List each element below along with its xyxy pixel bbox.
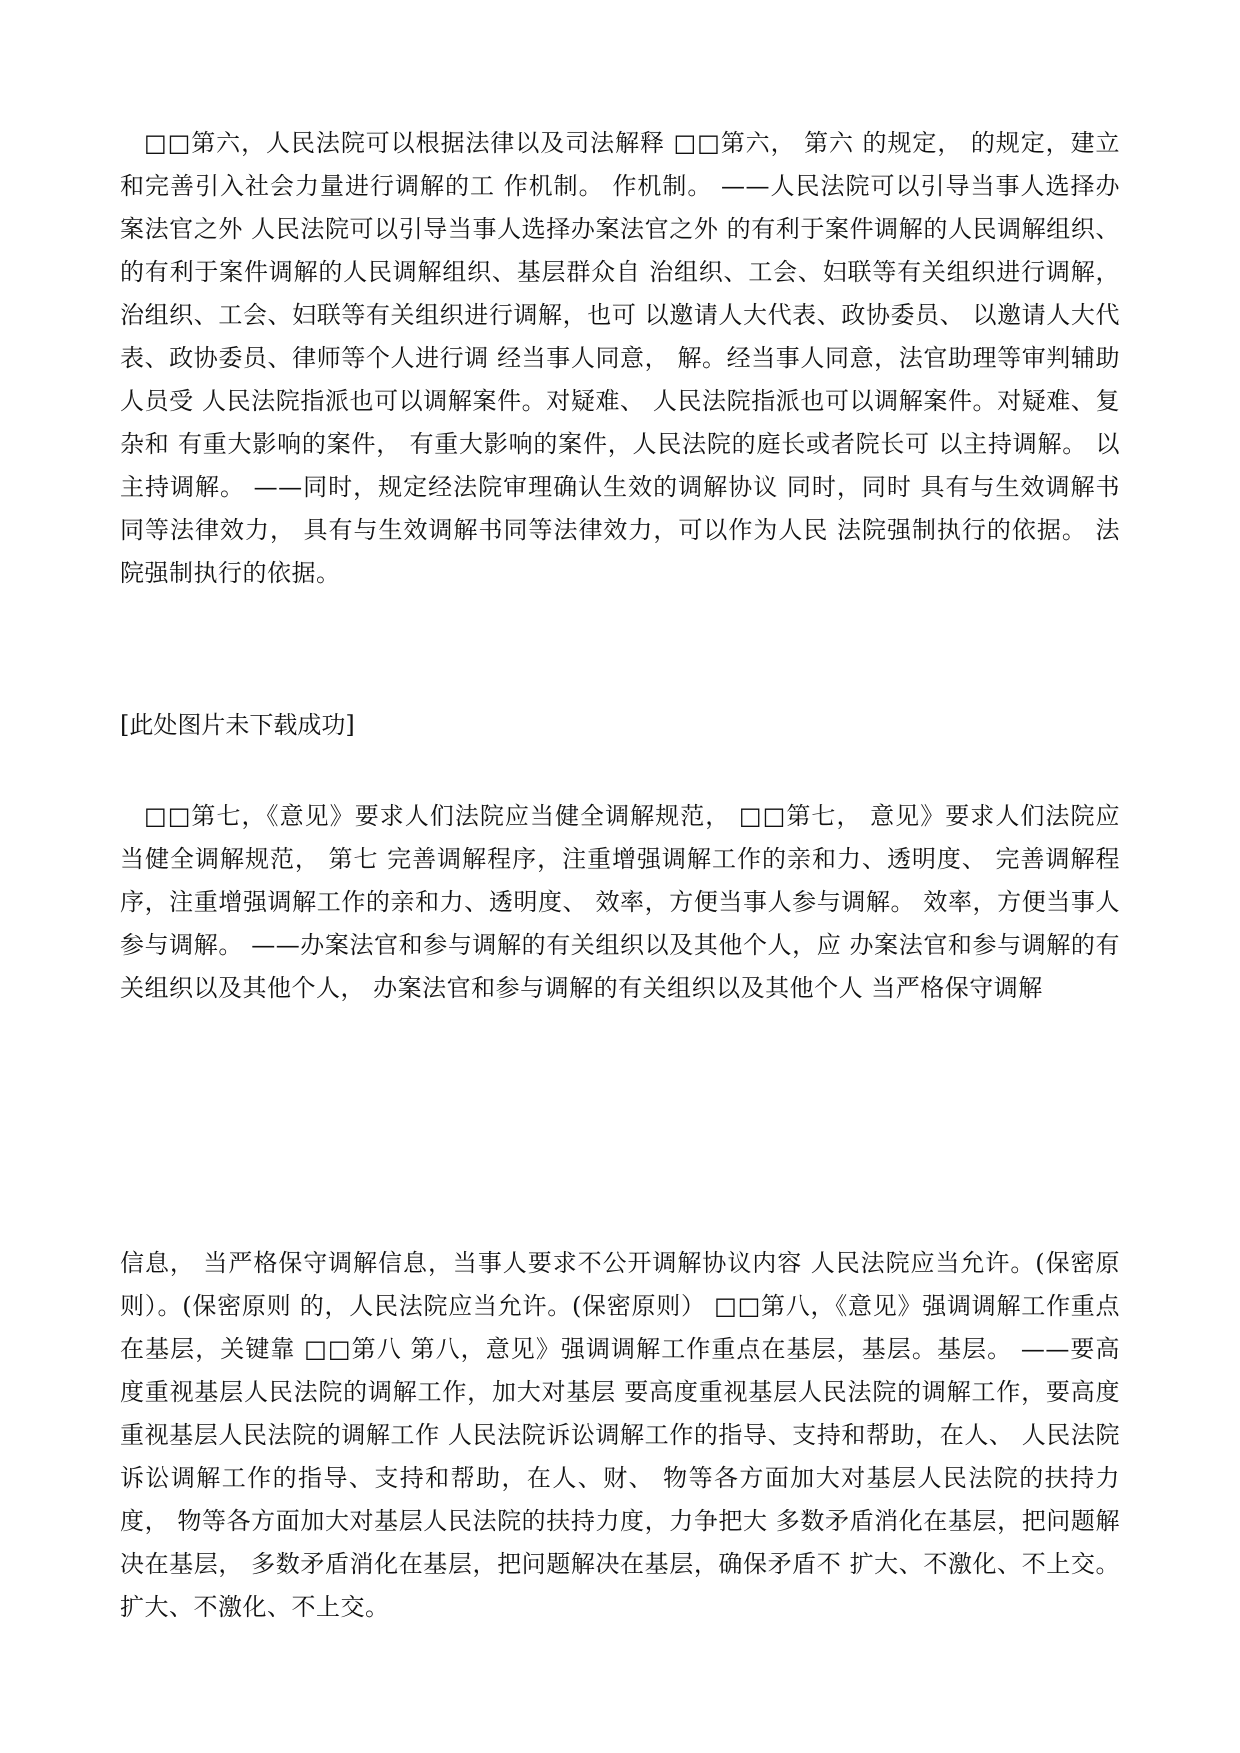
missing-image-notice: [此处图片未下载成功] [120, 711, 355, 739]
paragraph-sixth: □□第六，人民法院可以根据法律以及司法解释 □□第六， 第六 的规定， 的规定，建立和完善引入社会力量进行调解的工 作机制。 作机制。 ——人民法院可以引导当事人选择办案法官之外 人民法院可以引导当事人选择办案法官之外 的有利于案件调解的人民调解组织、 的有利于案件调解的人民调解组织、基层群众自 治组织、工会、妇联等有关组织进行调解， 治组织、工会、妇联等有关组织进行调解，也可 以邀请人大代表、政协委员、 以邀请人大代表、政协委员、律师等个人进行调 经当事人同意， 解。经当事人同意，法官助理等审判辅助人员受 人民法院指派也可以调解案件。对疑难、 人民法院指派也可以调解案件。对疑难、复杂和 有重大影响的案件， 有重大影响的案件，人民法院的庭长或者院长可 以主持调解。 以主持调解。 ——同时，规定经法院审理确认生效的调解协议 同时，同时 具有与生效调解书同等法律效力， 具有与生效调解书同等法律效力，可以作为人民 法院强制执行的依据。 法院强制执行的依据。 [120, 129, 1129, 587]
paragraph-eighth: 信息， 当严格保守调解信息，当事人要求不公开调解协议内容 人民法院应当允许。(保密原则）。(保密原则 的，人民法院应当允许。(保密原则） □□第八，《意见》强调调解工作重点在基层，关键靠 □□第八 第八，意见》强调调解工作重点在基层，基层。基层。 ——要高度重视基层人民法院的调解工作，加大对基层 要高度重视基层人民法院的调解工作，要高度重视基层人民法院的调解工作 人民法院诉讼调解工作的指导、支持和帮助，在人、 人民法院诉讼调解工作的指导、支持和帮助，在人、财、 物等各方面加大对基层人民法院的扶持力度， 物等各方面加大对基层人民法院的扶持力度，力争把大 多数矛盾消化在基层，把问题解决在基层， 多数矛盾消化在基层，把问题解决在基层，确保矛盾不 扩大、不激化、不上交。 扩大、不激化、不上交。 [120, 1249, 1129, 1621]
paragraph-seventh: □□第七，《意见》要求人们法院应当健全调解规范， □□第七， 意见》要求人们法院应当健全调解规范， 第七 完善调解程序，注重增强调解工作的亲和力、透明度、 完善调解程序，注重增强调解工作的亲和力、透明度、 效率，方便当事人参与调解。 效率，方便当事人参与调解。 ——办案法官和参与调解的有关组织以及其他个人，应 办案法官和参与调解的有关组织以及其他个人， 办案法官和参与调解的有关组织以及其他个人 当严格保守调解 [120, 802, 1120, 1002]
